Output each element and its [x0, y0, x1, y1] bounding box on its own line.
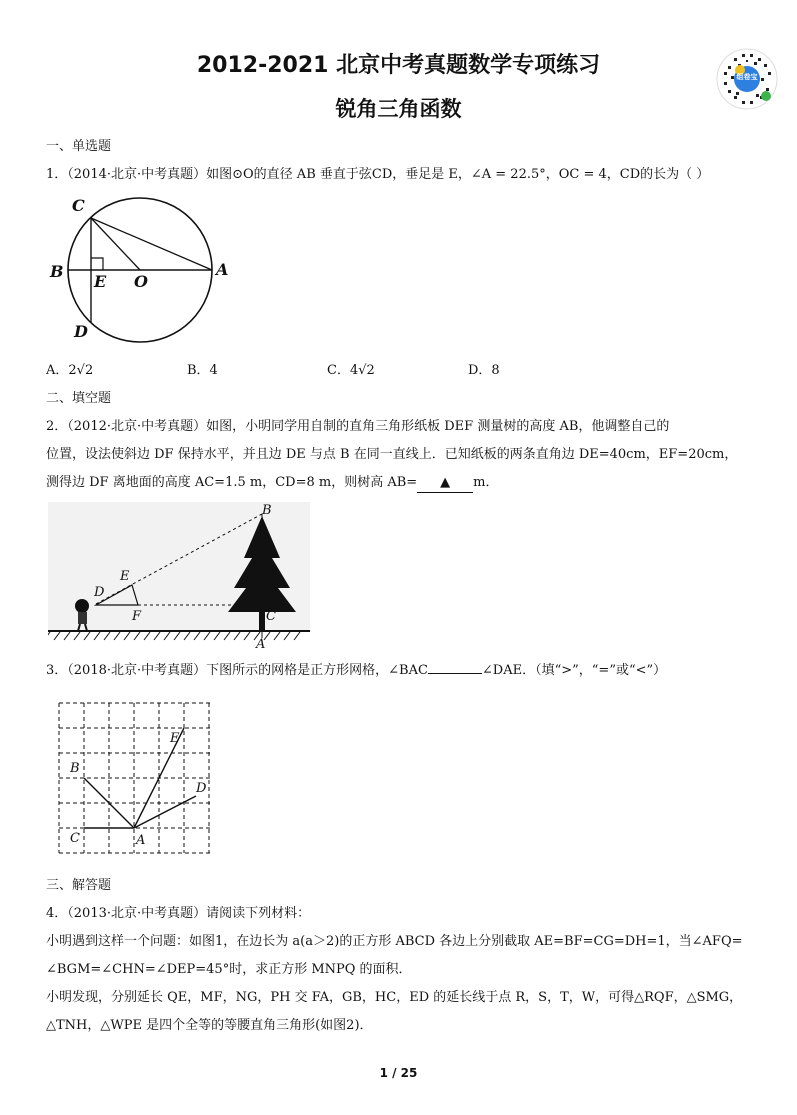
- qr-badge-text: 组卷宝: [736, 73, 758, 81]
- question-2-line-3: [46, 474, 499, 493]
- q3-label-b: B: [70, 761, 80, 776]
- question-1-text: 1．（2014·北京·中考真题）如图⊙O的直径 AB 垂直于弦CD，垂足是 E，∠A = 22.5°，OC = 4，CD的长为（ ）: [46, 167, 710, 182]
- q2-answer-blank[interactable]: ▲: [417, 474, 473, 493]
- question-4-line-3: ∠BGM=∠CHN=∠DEP=45°时，求正方形 MNPQ 的面积．: [46, 962, 412, 977]
- page-subtitle: 锐角三角函数: [335, 97, 462, 121]
- q1-circle-figure: [48, 196, 248, 346]
- q3-label-d: D: [196, 781, 207, 796]
- q3-label-e: E: [170, 731, 180, 746]
- q3-answer-blank[interactable]: [428, 673, 482, 674]
- q1-label-o: O: [134, 272, 148, 291]
- q1-label-d: D: [74, 322, 88, 341]
- q3-grid-figure: [56, 700, 216, 860]
- question-2-line-2: 位置，设法使斜边 DF 保持水平，并且边 DE 与点 B 在同一直线上．已知纸板的两条直角边 DE=40cm，EF=20cm，: [46, 447, 738, 462]
- q3-post: ∠DAE．（填“>”，“=”或“<”）: [481, 663, 667, 678]
- qr-code-logo: [716, 48, 778, 110]
- q1-label-e: E: [94, 272, 107, 291]
- q1-label-c: C: [72, 196, 85, 215]
- q3-label-c: C: [70, 831, 80, 846]
- q3-pre: 3．（2018·北京·中考真题）下图所示的网格是正方形网格，∠BAC: [46, 663, 428, 678]
- q2-label-f: F: [132, 609, 142, 624]
- q2-label-a: A: [256, 637, 266, 652]
- question-4-line-1: 4．（2013·北京·中考真题）请阅读下列材料：: [46, 906, 311, 921]
- q1-label-b: B: [50, 262, 64, 281]
- q2-label-b: B: [262, 503, 272, 518]
- question-4-line-5: △TNH，△WPE 是四个全等的等腰直角三角形(如图2)．: [46, 1018, 373, 1033]
- q1-option-a[interactable]: A．2√2: [46, 363, 94, 378]
- q1-option-b[interactable]: B．4: [187, 363, 218, 378]
- question-2-line-1: 2．（2012·北京·中考真题）如图，小明同学用自制的直角三角形纸板 DEF 测量树的高度 AB，他调整自己的: [46, 419, 670, 434]
- q2-line3-post: m．: [473, 475, 499, 490]
- page-number: 1 / 25: [379, 1066, 418, 1080]
- q1-option-d[interactable]: D．8: [468, 363, 500, 378]
- q2-label-d: D: [94, 585, 105, 600]
- q2-label-c: C: [266, 609, 276, 624]
- section-heading-solution: 三、解答题: [46, 878, 112, 893]
- q1-label-a: A: [216, 260, 229, 279]
- question-4-line-4: 小明发现，分别延长 QE，MF，NG，PH 交 FA，GB，HC，ED 的延长线于点 R，S，T，W，可得△RQF，△SMG，: [46, 990, 743, 1005]
- question-3-text: [46, 662, 666, 680]
- q2-tree-figure: [48, 502, 310, 652]
- section-heading-fill-blank: 二、填空题: [46, 391, 112, 406]
- q2-label-e: E: [120, 569, 130, 584]
- section-heading-single-choice: 一、单选题: [46, 139, 112, 154]
- q1-option-c[interactable]: C．4√2: [327, 363, 375, 378]
- q3-label-a: A: [136, 833, 146, 848]
- question-4-line-2: 小明遇到这样一个问题：如图1，在边长为 a(a＞2)的正方形 ABCD 各边上分别截取 AE=BF=CG=DH=1，当∠AFQ=: [46, 934, 743, 949]
- q2-line3-pre: 测得边 DF 离地面的高度 AC=1.5 m，CD=8 m，则树高 AB=: [46, 475, 418, 490]
- page-title: 2012-2021 北京中考真题数学专项练习: [196, 53, 601, 78]
